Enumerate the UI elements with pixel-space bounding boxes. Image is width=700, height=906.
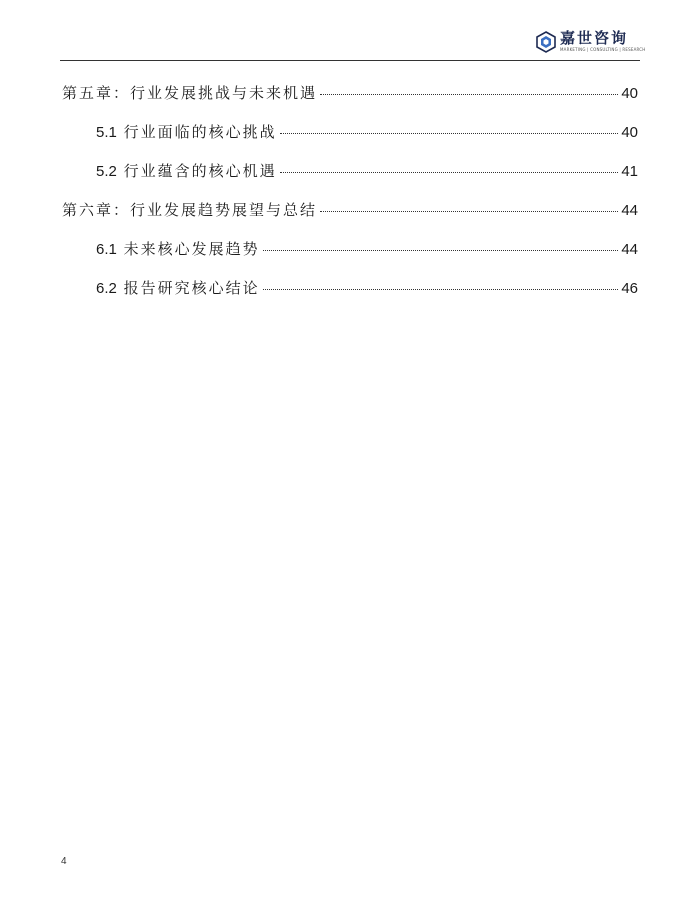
header-divider: [60, 60, 640, 61]
toc-entry-6-1[interactable]: [62, 238, 638, 277]
toc-entry-page: 41: [621, 163, 638, 180]
toc-entry-chapter-6[interactable]: [62, 199, 638, 238]
logo-tagline: MARKETING | CONSULTING | RESEARCH: [560, 47, 646, 52]
logo-name: 嘉世咨询: [560, 29, 629, 47]
toc-entry-label: 报告研究核心结论: [123, 279, 260, 297]
toc-entry-page: 44: [621, 202, 638, 219]
toc-entry-label: 未来核心发展趋势: [123, 240, 260, 258]
toc-dot-leader: [280, 172, 619, 173]
company-logo: [536, 30, 646, 56]
toc-entry-label: 行业面临的核心挑战: [123, 123, 277, 141]
toc-dot-leader: [280, 133, 619, 134]
toc-entry-5-2[interactable]: [62, 160, 638, 199]
page-number: 4: [61, 856, 67, 867]
toc-entry-page: 40: [621, 124, 638, 141]
toc-entry-page: 46: [621, 280, 638, 297]
toc-entry-page: 40: [621, 85, 638, 102]
toc-dot-leader: [263, 250, 619, 251]
toc-entry-number: 5.2: [96, 163, 117, 180]
toc-entry-number: 5.1: [96, 124, 117, 141]
toc-dot-leader: [320, 94, 618, 95]
toc-entry-number: 6.2: [96, 280, 117, 297]
company-logo-icon: [536, 31, 556, 53]
toc-entry-page: 44: [621, 241, 638, 258]
toc-entry-label: 第五章：行业发展挑战与未来机遇: [62, 84, 318, 102]
toc-entry-chapter-5[interactable]: [62, 82, 638, 121]
toc-entry-label: 第六章：行业发展趋势展望与总结: [62, 201, 318, 219]
toc-dot-leader: [320, 211, 618, 212]
toc-entry-label: 行业蕴含的核心机遇: [123, 162, 277, 180]
toc-entry-5-1[interactable]: [62, 121, 638, 160]
toc-dot-leader: [263, 289, 619, 290]
toc-entry-number: 6.1: [96, 241, 117, 258]
table-of-contents: [62, 82, 638, 316]
page-header: [0, 0, 700, 62]
toc-entry-6-2[interactable]: [62, 277, 638, 316]
